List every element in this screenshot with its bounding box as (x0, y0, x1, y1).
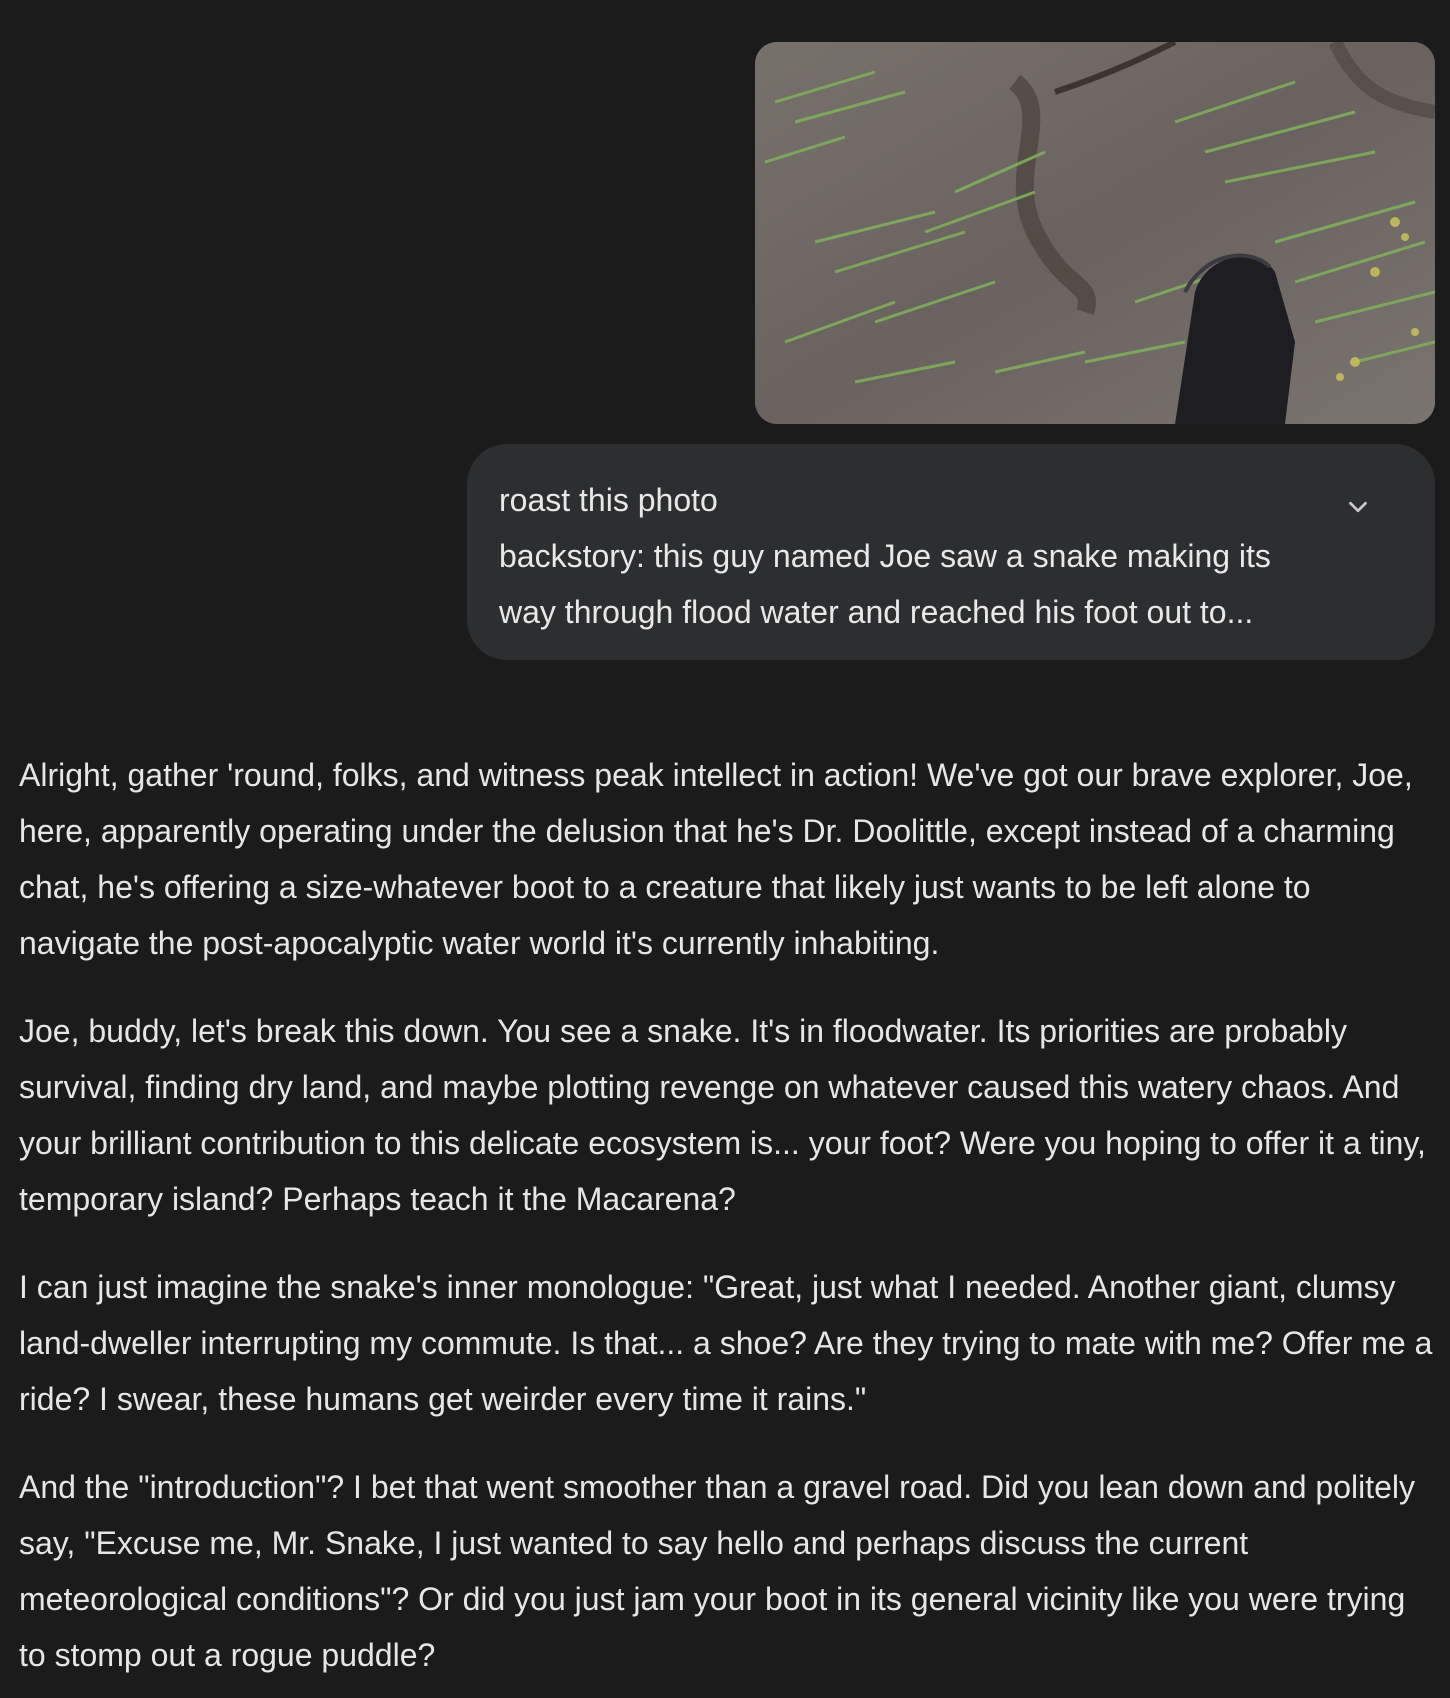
response-paragraph: I can just imagine the snake's inner monologue: "Great, just what I needed. Another giant, clumsy land-dweller interrupting my commute. Is that... a shoe? Are they trying to mate with me? Offer me a ride? I swear, these humans get weirder every time it rains." (19, 1269, 1433, 1417)
user-message-bubble (467, 444, 1435, 660)
user-prompt-title: roast this photo (499, 482, 718, 518)
response-paragraph: Joe, buddy, let's break this down. You see a snake. It's in floodwater. Its priorities are probably survival, finding dry land, and maybe plotting revenge on whatever caused this watery chaos. And your brilliant contribution to this delicate ecosystem is... your foot? Were you hoping to offer it a tiny, temporary island? Perhaps teach it the Macarena? (19, 1013, 1426, 1217)
user-prompt-line: way through flood water and reached his foot out to... (499, 594, 1254, 630)
response-paragraph: Alright, gather 'round, folks, and witness peak intellect in action! We've got our brave explorer, Joe, here, apparently operating under the delusion that he's Dr. Doolittle, except instead of a charming chat, he's offering a size-whatever boot to a creature that likely just wants to be left alone to navigate the post-apocalyptic water world it's currently inhabiting. (19, 757, 1413, 961)
user-prompt-line: backstory: this guy named Joe saw a snake making its (499, 538, 1271, 574)
assistant-response (19, 747, 1439, 1698)
flood-photo-icon (755, 42, 1435, 424)
response-paragraph: And the "introduction"? I bet that went smoother than a gravel road. Did you lean down and politely say, "Excuse me, Mr. Snake, I just wanted to say hello and perhaps discuss the current meteorological conditions"? Or did you just jam your boot in its general vicinity like you were trying to stomp out a rogue puddle? (19, 1469, 1416, 1673)
chevron-down-icon[interactable] (1343, 492, 1373, 522)
user-uploaded-photo[interactable] (755, 42, 1435, 424)
